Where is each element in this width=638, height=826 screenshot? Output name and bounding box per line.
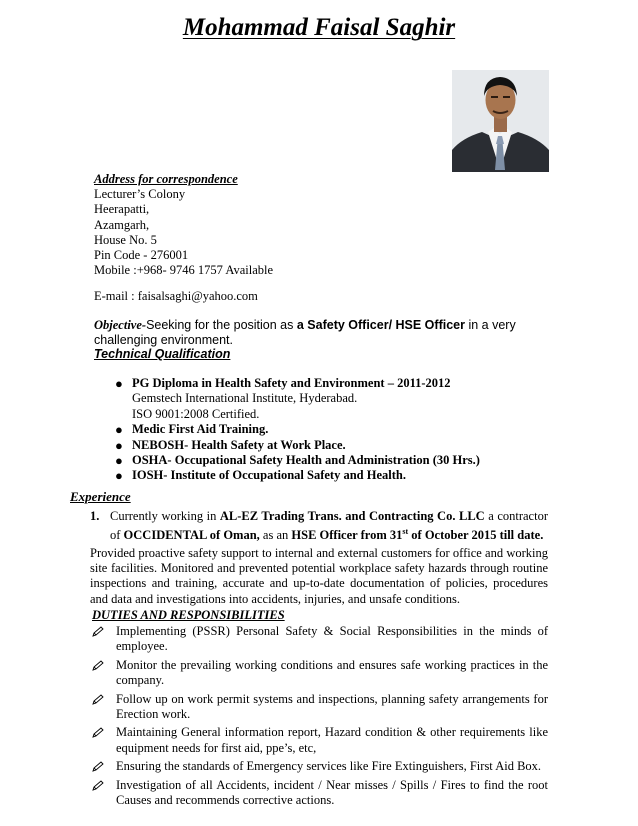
job-dates: of October 2015 till date.: [408, 528, 544, 543]
objective-text-end: in a very challenging environment.: [94, 318, 516, 347]
job-entry: [90, 509, 548, 544]
address-block: [94, 172, 273, 278]
duty-text: Follow up on work permit systems and inspections, planning safety arrangements for Erection work.: [116, 691, 548, 721]
address-header: Address for correspondence: [94, 172, 238, 186]
duty-item: [90, 624, 548, 654]
duty-item: [90, 759, 548, 774]
bullet-icon: ●: [115, 422, 123, 438]
duty-text: Implementing (PSSR) Personal Safety & Social Responsibilities in the minds of employee.: [116, 624, 548, 654]
qualification-item: [113, 422, 553, 437]
date-suffix: st: [402, 527, 409, 537]
duty-text: Investigation of all Accidents, incident / Near misses / Spills / Fires to find the root Causes and recommends corrective actions.: [116, 777, 548, 807]
objective-text: Seeking for the position as: [146, 318, 297, 332]
objective-statement: [94, 318, 554, 348]
bullet-icon: ●: [115, 376, 123, 391]
pencil-bullet-icon: [92, 626, 105, 637]
qualification-item: [113, 468, 553, 483]
pencil-bullet-icon: [92, 694, 105, 705]
qualification-title: NEBOSH- Health Safety at Work Place.: [132, 437, 346, 452]
qualification-title: OSHA- Occupational Safety Health and Administration (30 Hrs.): [132, 453, 480, 468]
mobile-line: Mobile :+968- 9746 1757 Available: [94, 263, 274, 278]
email-line: E-mail : faisalsaghi@yahoo.com: [94, 289, 258, 303]
duty-item: [90, 692, 548, 722]
duty-text: Ensuring the standards of Emergency services like Fire Extinguishers, First Aid Box.: [116, 759, 542, 774]
company-name: AL-EZ Trading Trans. and Contracting Co. LLC: [219, 509, 485, 523]
experience-summary: Provided proactive safety support to internal and external customers for office and working site facilities. Monitored and prevented potential workplace safety hazards through routine inspections and training, accurate and up-to-date documentation of policies, procedures and data and investigations into accidents, injuries, and unsafe conditions.: [90, 546, 548, 606]
job-number: 1.: [90, 509, 100, 523]
qualification-item: [113, 453, 553, 468]
objective-label: Objective-: [94, 318, 147, 332]
pencil-bullet-icon: [92, 660, 105, 671]
qualification-title: PG Diploma in Health Safety and Environment – 2011-2012: [132, 376, 451, 390]
pencil-bullet-icon: [92, 727, 105, 738]
duty-item: [90, 658, 548, 688]
duty-text: Maintaining General information report, Hazard condition & other requirements like equipment needs for first aid, ppe’s, etc,: [116, 725, 548, 755]
address-line: Pin Code - 276001: [94, 248, 189, 263]
job-text: as an: [259, 528, 292, 543]
duties-list: [90, 624, 548, 812]
job-description: [90, 509, 548, 544]
job-text: Currently working in: [110, 509, 220, 523]
address-line: Azamgarh,: [94, 217, 150, 232]
client-name: OCCIDENTAL of Oman,: [123, 528, 260, 543]
bullet-icon: ●: [115, 468, 123, 484]
duty-text: Monitor the prevailing working conditions and ensures safe working practices in the company.: [116, 657, 548, 687]
address-line: Heerapatti,: [94, 202, 150, 217]
job-role: HSE Officer from 31: [291, 528, 403, 543]
objective-position: a Safety Officer/ HSE Officer: [296, 318, 465, 332]
profile-photo: [452, 70, 549, 172]
qualification-title: Medic First Aid Training.: [132, 422, 269, 437]
resume-name: Mohammad Faisal Saghir: [182, 14, 456, 41]
bullet-icon: ●: [115, 437, 123, 453]
experience-header: Experience: [70, 489, 131, 504]
qualification-certification: ISO 9001:2008 Certified.: [132, 406, 260, 421]
address-line: Lecturer’s Colony: [94, 187, 186, 202]
bullet-icon: ●: [115, 453, 123, 469]
duty-item: [90, 778, 548, 808]
pencil-bullet-icon: [92, 761, 105, 772]
duties-header: DUTIES AND RESPONSIBILITIES: [92, 608, 285, 622]
technical-qualification-header: Technical Qualification: [94, 347, 231, 361]
address-line: House No. 5: [94, 232, 157, 247]
qualification-item: [113, 438, 553, 453]
qualification-item: [113, 376, 553, 422]
duty-item: [90, 725, 548, 755]
qualification-title: IOSH- Institute of Occupational Safety and Health.: [132, 468, 406, 483]
qualification-institute: Gemstech International Institute, Hyderabad.: [132, 391, 358, 406]
qualification-list: [113, 376, 553, 484]
job-text: a contractor of: [110, 509, 548, 543]
pencil-bullet-icon: [92, 780, 105, 791]
